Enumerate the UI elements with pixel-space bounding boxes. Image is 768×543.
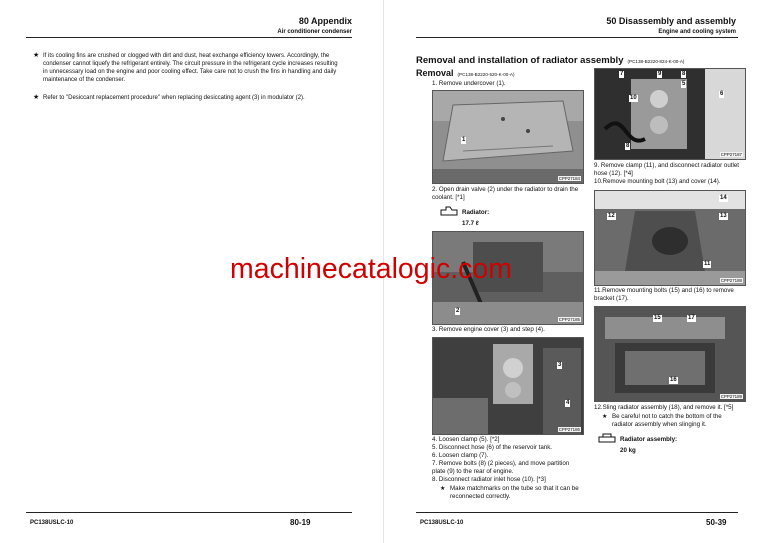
photo-engine-hoses: [594, 68, 746, 160]
callout-17: 17: [688, 315, 695, 321]
weight-icon: [598, 433, 616, 443]
radiator-label: Radiator:: [462, 209, 490, 216]
callout-4: 4: [566, 400, 570, 406]
callout-16: 16: [670, 377, 677, 383]
callout-8: 8: [682, 71, 686, 77]
left-header-title: 80 Appendix: [298, 16, 352, 26]
photo-code-2: CPP27185: [558, 317, 580, 322]
step-11: 11.Remove mounting bolts (15) and (16) to remove bracket (17).: [594, 287, 734, 302]
star-icon: ★: [33, 52, 40, 59]
callout-15: 15: [654, 315, 661, 321]
right-footer-page-number: 50-39: [706, 518, 727, 527]
step-9: 9. Remove clamp (11), and disconnect radiator outlet hose (12). [*4]: [594, 162, 740, 177]
assembly-label: Radiator assembly:: [620, 436, 678, 443]
photo-undercover: [432, 90, 584, 184]
coolant-container-icon: [440, 206, 458, 216]
left-note-1: [33, 52, 343, 84]
star-icon: ★: [440, 486, 446, 492]
callout-2: 2: [456, 308, 460, 314]
section-code: (PC138-B2220-824-K-00-A): [627, 59, 685, 64]
subsection-title-text: Removal: [416, 68, 454, 78]
callout-1: 1: [462, 137, 466, 143]
step-4: 4. Loosen clamp (5). [*2]: [432, 436, 500, 443]
callout-9: 9: [658, 71, 662, 77]
left-header-subtitle: Air conditioner condenser: [277, 29, 352, 35]
left-footer-page-number: 80-19: [290, 518, 311, 527]
assembly-value: 20 kg: [620, 447, 636, 454]
step-2: 2. Open drain valve (2) under the radiator to drain the coolant. [*1]: [432, 186, 579, 201]
step-5: 5. Disconnect hose (6) of the reservoir tank.: [432, 444, 553, 451]
step-12: 12.Sling radiator assembly (18), and remove it. [*5]: [594, 404, 734, 411]
left-footer-rule: [26, 512, 352, 513]
watermark: machinecatalogic.com: [230, 253, 512, 285]
right-footer-rule: [416, 512, 738, 513]
radiator-value: 17.7 ℓ: [462, 220, 479, 227]
photo-radiator-bracket: [594, 306, 746, 402]
step-3: 3. Remove engine cover (3) and step (4).: [432, 326, 545, 333]
step-10: 10.Remove mounting bolt (13) and cover (14).: [594, 178, 721, 185]
undercover-photo-illustration: [433, 91, 583, 183]
left-footer-model: PC138USLC-10: [30, 520, 74, 526]
right-header-title: 50 Disassembly and assembly: [606, 16, 736, 26]
star-icon: ★: [33, 94, 40, 101]
callout-3: 3: [558, 362, 562, 368]
subsection-title: [416, 68, 514, 78]
callout-6: 6: [720, 91, 724, 97]
left-note-1-text: If its cooling fins are crushed or clogged with dirt and dust, heat exchange efficiency lowers. Accordingly, the condenser cannot liquefy the refrigerant entirely. The circuit pressure in the refrigerant cycle increases resulting in unnecessary load on the engine and poor cooling effect. Take care not to crush the fins in handling and daily maintenance of the condenser.: [43, 53, 338, 83]
step-7: 7. Remove bolts (8) (2 pieces), and move partition plate (9) to the rear of engine.: [432, 460, 570, 475]
step-8-note: Make matchmarks on the tube so that it can be reconnected correctly.: [450, 485, 579, 500]
callout-14: 14: [720, 195, 727, 201]
photo-code-5: CPP27188: [720, 278, 742, 283]
section-title-text: Removal and installation of radiator assembly: [416, 55, 624, 66]
left-header-rule: [26, 37, 352, 38]
step-6: 6. Loosen clamp (7).: [432, 452, 489, 459]
photo-code-4: CPP27187: [720, 152, 742, 157]
callout-13: 13: [720, 213, 727, 219]
photo-outlet-hose: [594, 190, 746, 286]
right-header-subtitle: Engine and cooling system: [658, 29, 736, 35]
left-note-2: [33, 94, 343, 102]
left-note-2-text: Refer to "Desiccant replacement procedure" when replacing desiccating agent (3) in modulator (2).: [43, 95, 305, 101]
right-footer-model: PC138USLC-10: [420, 520, 464, 526]
callout-8b: 8: [626, 143, 630, 149]
step-8: 8. Disconnect radiator inlet hose (10). [*3]: [432, 476, 546, 483]
callout-5: 5: [682, 81, 686, 87]
photo-engine-cover: [432, 337, 584, 435]
step-1: 1. Remove undercover (1).: [432, 80, 506, 87]
callout-10: 10: [630, 95, 637, 101]
star-icon: ★: [602, 414, 608, 420]
outlet-hose-photo-illustration: [595, 191, 745, 285]
section-title: [416, 55, 684, 66]
photo-code-6: CPP27189: [720, 394, 742, 399]
photo-code-1: CPP27184: [558, 176, 580, 181]
callout-11: 11: [704, 261, 711, 267]
callout-7: 7: [620, 71, 624, 77]
radiator-bracket-photo-illustration: [595, 307, 745, 401]
subsection-code: (PC138-B2220-520-K-00-A): [457, 72, 515, 77]
step-12-note: Be careful not to catch the bottom of the radiator assembly when slinging it.: [612, 413, 722, 428]
engine-hoses-photo-illustration: [595, 69, 745, 159]
right-header-rule: [416, 37, 738, 38]
callout-12: 12: [608, 213, 615, 219]
engine-cover-photo-illustration: [433, 338, 583, 434]
photo-code-3: CPP27186: [558, 427, 580, 432]
